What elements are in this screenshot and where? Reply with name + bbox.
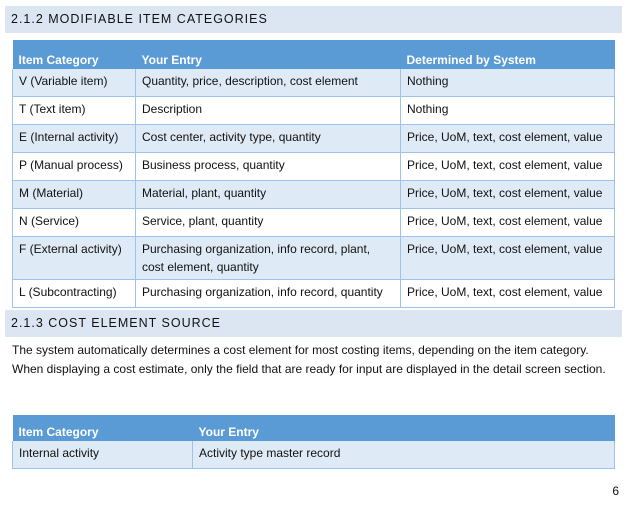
- table-cell: Internal activity: [13, 441, 193, 469]
- column-header: Item Category: [13, 415, 193, 441]
- table-cell: Service, plant, quantity: [136, 209, 401, 237]
- table-cell: Purchasing organization, info record, quantity: [136, 280, 401, 308]
- section-heading-modifiable-item-categories: 2.1.2 MODIFIABLE ITEM CATEGORIES: [5, 6, 622, 33]
- table-cell: Cost center, activity type, quantity: [136, 125, 401, 153]
- table-cell: Price, UoM, text, cost element, value: [401, 181, 615, 209]
- table-row: [13, 69, 615, 97]
- table-row: [13, 237, 615, 280]
- section-heading-cost-element-source: 2.1.3 COST ELEMENT SOURCE: [5, 310, 622, 337]
- column-header: Your Entry: [193, 415, 615, 441]
- table-cell: Nothing: [401, 69, 615, 97]
- table-row: [13, 181, 615, 209]
- table-cell: N (Service): [13, 209, 136, 237]
- page-number: 6: [612, 484, 619, 498]
- table-cell: P (Manual process): [13, 153, 136, 181]
- table-cell: M (Material): [13, 181, 136, 209]
- table-row: [13, 153, 615, 181]
- table-cell: Material, plant, quantity: [136, 181, 401, 209]
- table-cell: Business process, quantity: [136, 153, 401, 181]
- table-cell: Purchasing organization, info record, plant, cost element, quantity: [136, 237, 401, 280]
- table-cell: T (Text item): [13, 97, 136, 125]
- table-cell: Quantity, price, description, cost element: [136, 69, 401, 97]
- table-cell: Activity type master record: [193, 441, 615, 469]
- table-cell: Price, UoM, text, cost element, value: [401, 280, 615, 308]
- table-row: [13, 441, 615, 469]
- table-row: [13, 209, 615, 237]
- table-cell: V (Variable item): [13, 69, 136, 97]
- table-row: [13, 97, 615, 125]
- table-cell: Description: [136, 97, 401, 125]
- modifiable-item-categories-table: [12, 40, 615, 308]
- table-cell: Price, UoM, text, cost element, value: [401, 209, 615, 237]
- table-cell: Nothing: [401, 97, 615, 125]
- column-header: Your Entry: [136, 40, 401, 69]
- table-cell: Price, UoM, text, cost element, value: [401, 237, 615, 280]
- table-cell: F (External activity): [13, 237, 136, 280]
- column-header: Determined by System: [401, 40, 615, 69]
- cost-element-source-table: [12, 415, 615, 469]
- table-header-row: [13, 40, 615, 69]
- table-cell: E (Internal activity): [13, 125, 136, 153]
- table-row: [13, 280, 615, 308]
- column-header: Item Category: [13, 40, 136, 69]
- table-row: [13, 125, 615, 153]
- table-cell: Price, UoM, text, cost element, value: [401, 125, 615, 153]
- table-header-row: [13, 415, 615, 441]
- body-paragraph: The system automatically determines a cost element for most costing items, depending on the item category. When displaying a cost estimate, only the field that are ready for input are displayed in the detail screen section.: [12, 343, 606, 376]
- table-cell: L (Subcontracting): [13, 280, 136, 308]
- table-cell: Price, UoM, text, cost element, value: [401, 153, 615, 181]
